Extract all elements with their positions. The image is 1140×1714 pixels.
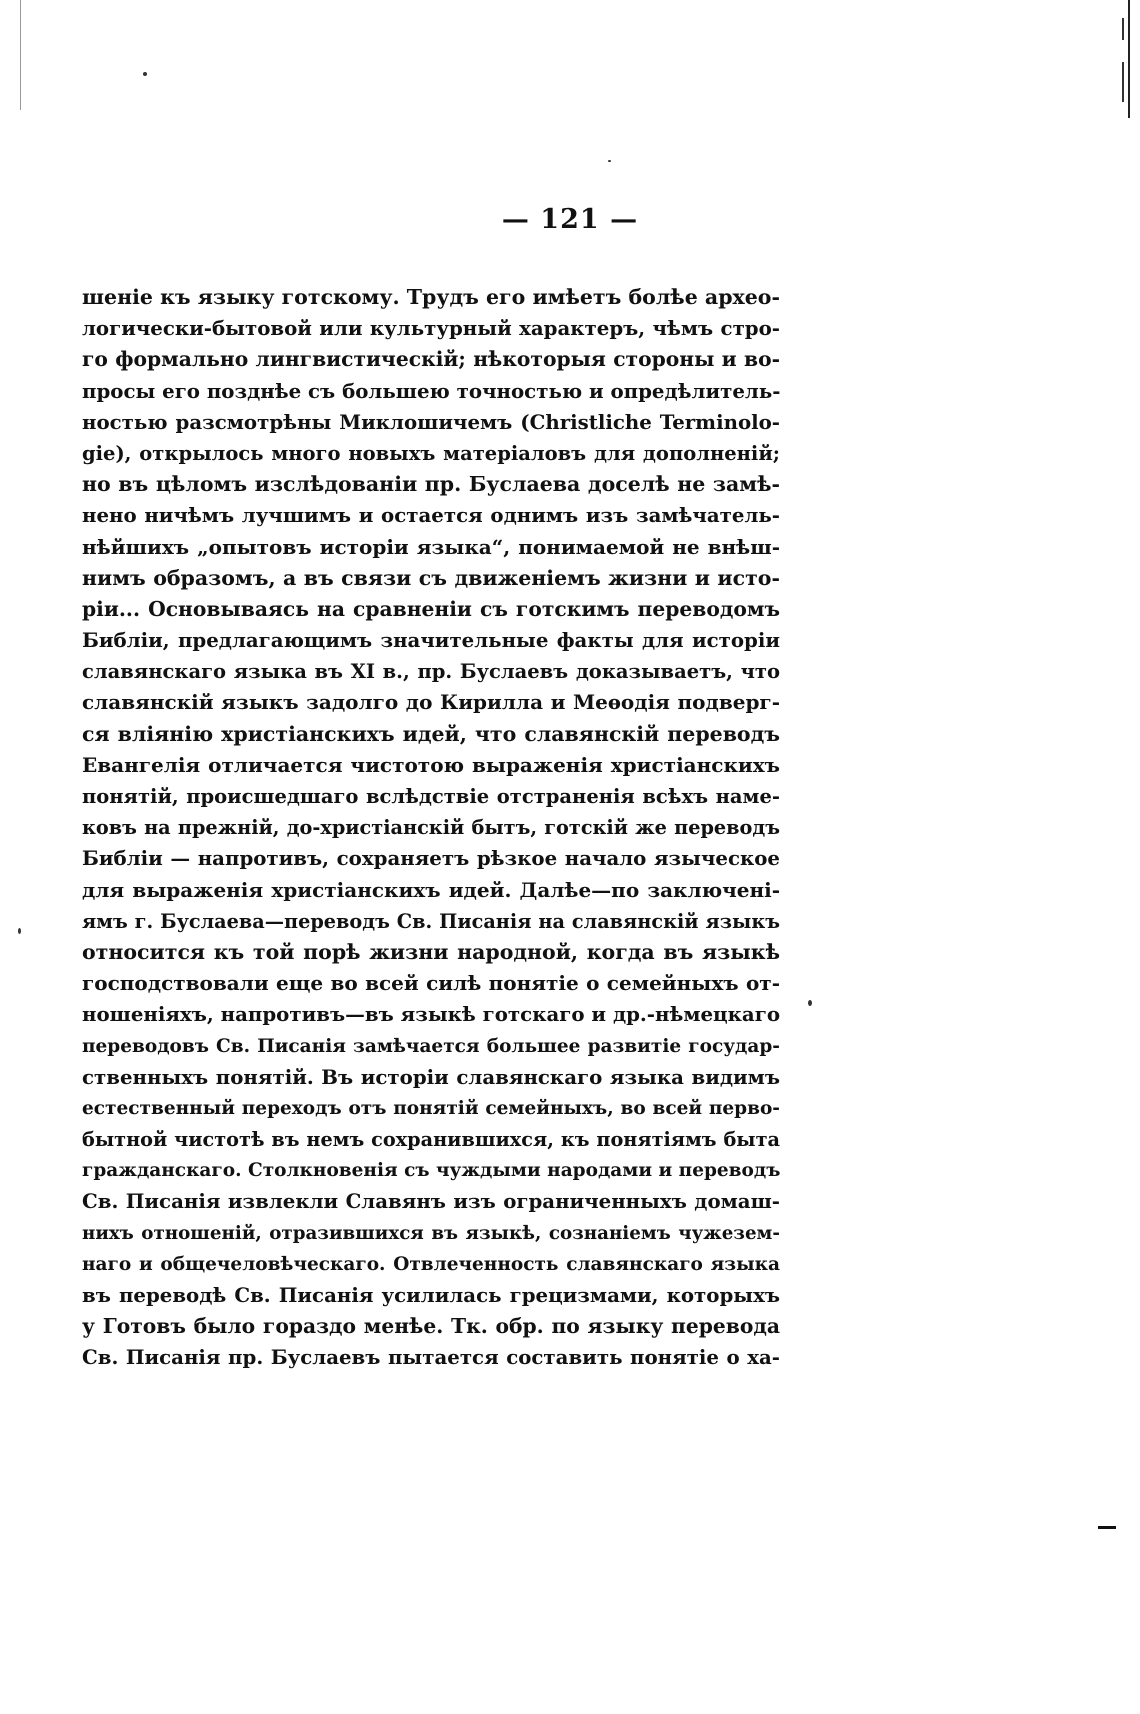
- text-line: славянскаго языка въ XI в., пр. Буслаевъ доказываетъ, что: [82, 660, 780, 684]
- text-line: въ переводѣ Св. Писанія усилилась грецизмами, которыхъ: [82, 1283, 780, 1307]
- scan-mark: [1098, 1526, 1116, 1529]
- text-line: ственныхъ понятій. Въ исторіи славянскаго языка видимъ: [82, 1064, 780, 1089]
- text-line: ношеніяхъ, напротивъ—въ языкѣ готскаго и др.-нѣмецкаго: [82, 1002, 780, 1027]
- text-line: нѣйшихъ „опытовъ исторіи языка“, понимаемой не внѣш-: [82, 534, 780, 559]
- text-line: ся вліянію христіанскихъ идей, что славянскій переводъ: [82, 721, 780, 746]
- text-line: шеніе къ языку готскому. Трудъ его имѣетъ болѣе архео-: [82, 285, 780, 309]
- text-line: у Готовъ было гораздо менѣе. Тк. обр. по языку перевода: [82, 1314, 780, 1339]
- text-line: ямъ г. Буслаева—переводъ Св. Писанія на славянскій языкъ: [82, 909, 780, 933]
- text-line: бытной чистотѣ въ немъ сохранившихся, къ понятіямъ быта: [82, 1128, 780, 1152]
- page-edge-line-right: [1128, 0, 1130, 118]
- text-line: нимъ образомъ, а въ связи съ движеніемъ жизни и исто-: [82, 565, 780, 590]
- text-line: логически-бытовой или культурный характеръ, чѣмъ стро-: [82, 316, 780, 341]
- text-line: ностью разсмотрѣны Миклошичемъ (Christliche Terminolo-: [82, 409, 780, 434]
- text-line: Св. Писанія извлекли Славянъ изъ ограниченныхъ домаш-: [82, 1189, 780, 1214]
- text-line: Библіи — напротивъ, сохраняетъ рѣзкое начало языческое: [82, 846, 780, 871]
- scan-speck: [608, 160, 611, 162]
- page-edge-line-left: [20, 0, 21, 110]
- text-line: просы его позднѣе съ большею точностью и опредѣлитель-: [82, 378, 780, 403]
- scan-speck: [18, 928, 21, 934]
- text-line: для выраженія христіанскихъ идей. Далѣе—по заключені-: [82, 877, 780, 902]
- text-line: го формально лингвистическій; нѣкоторыя стороны и во-: [82, 347, 780, 372]
- body-text: [82, 282, 780, 1374]
- text-line: господствовали еще во всей силѣ понятіе о семейныхъ от-: [82, 971, 780, 996]
- scan-speck: [143, 72, 147, 76]
- text-line: нено ничѣмъ лучшимъ и остается однимъ изъ замѣчатель-: [82, 503, 780, 528]
- text-line: нихъ отношеній, отразившихся въ языкѣ, сознаніемъ чужезем-: [82, 1222, 780, 1244]
- text-line: гражданскаго. Столкновенія съ чуждыми народами и переводъ: [82, 1160, 780, 1182]
- text-line: Библіи, предлагающимъ значительные факты для исторіи: [82, 628, 780, 653]
- page-edge-mark: [1122, 18, 1124, 40]
- text-line: относится къ той порѣ жизни народной, когда въ языкѣ: [82, 939, 780, 964]
- page-number: — 121 —: [501, 204, 639, 235]
- text-line: наго и общечеловѣческаго. Отвлеченность славянскаго языка: [82, 1253, 780, 1275]
- page-edge-mark: [1122, 62, 1124, 102]
- text-line: ковъ на прежній, до-христіанскій бытъ, готскій же переводъ: [82, 816, 780, 840]
- text-line: Св. Писанія пр. Буслаевъ пытается составить понятіе о ха-: [82, 1345, 780, 1370]
- text-line: но въ цѣломъ изслѣдованіи пр. Буслаева доселѣ не замѣ-: [82, 472, 780, 497]
- text-line: ріи... Основываясь на сравненіи съ готскимъ переводомъ: [82, 596, 780, 621]
- scan-speck: [808, 1000, 812, 1006]
- text-line: естественный переходъ отъ понятій семейныхъ, во всей перво-: [82, 1097, 780, 1119]
- text-line: Евангелія отличается чистотою выраженія христіанскихъ: [82, 752, 780, 777]
- text-line: понятій, происшедшаго вслѣдствіе отстраненія всѣхъ наме-: [82, 785, 780, 808]
- text-line: переводовъ Св. Писанія замѣчается большее развитіе государ-: [82, 1035, 780, 1057]
- text-line: славянскій языкъ задолго до Кирилла и Меѳодія подверг-: [82, 690, 780, 715]
- text-line: gie), открылось много новыхъ матеріаловъ для дополненій;: [82, 441, 780, 465]
